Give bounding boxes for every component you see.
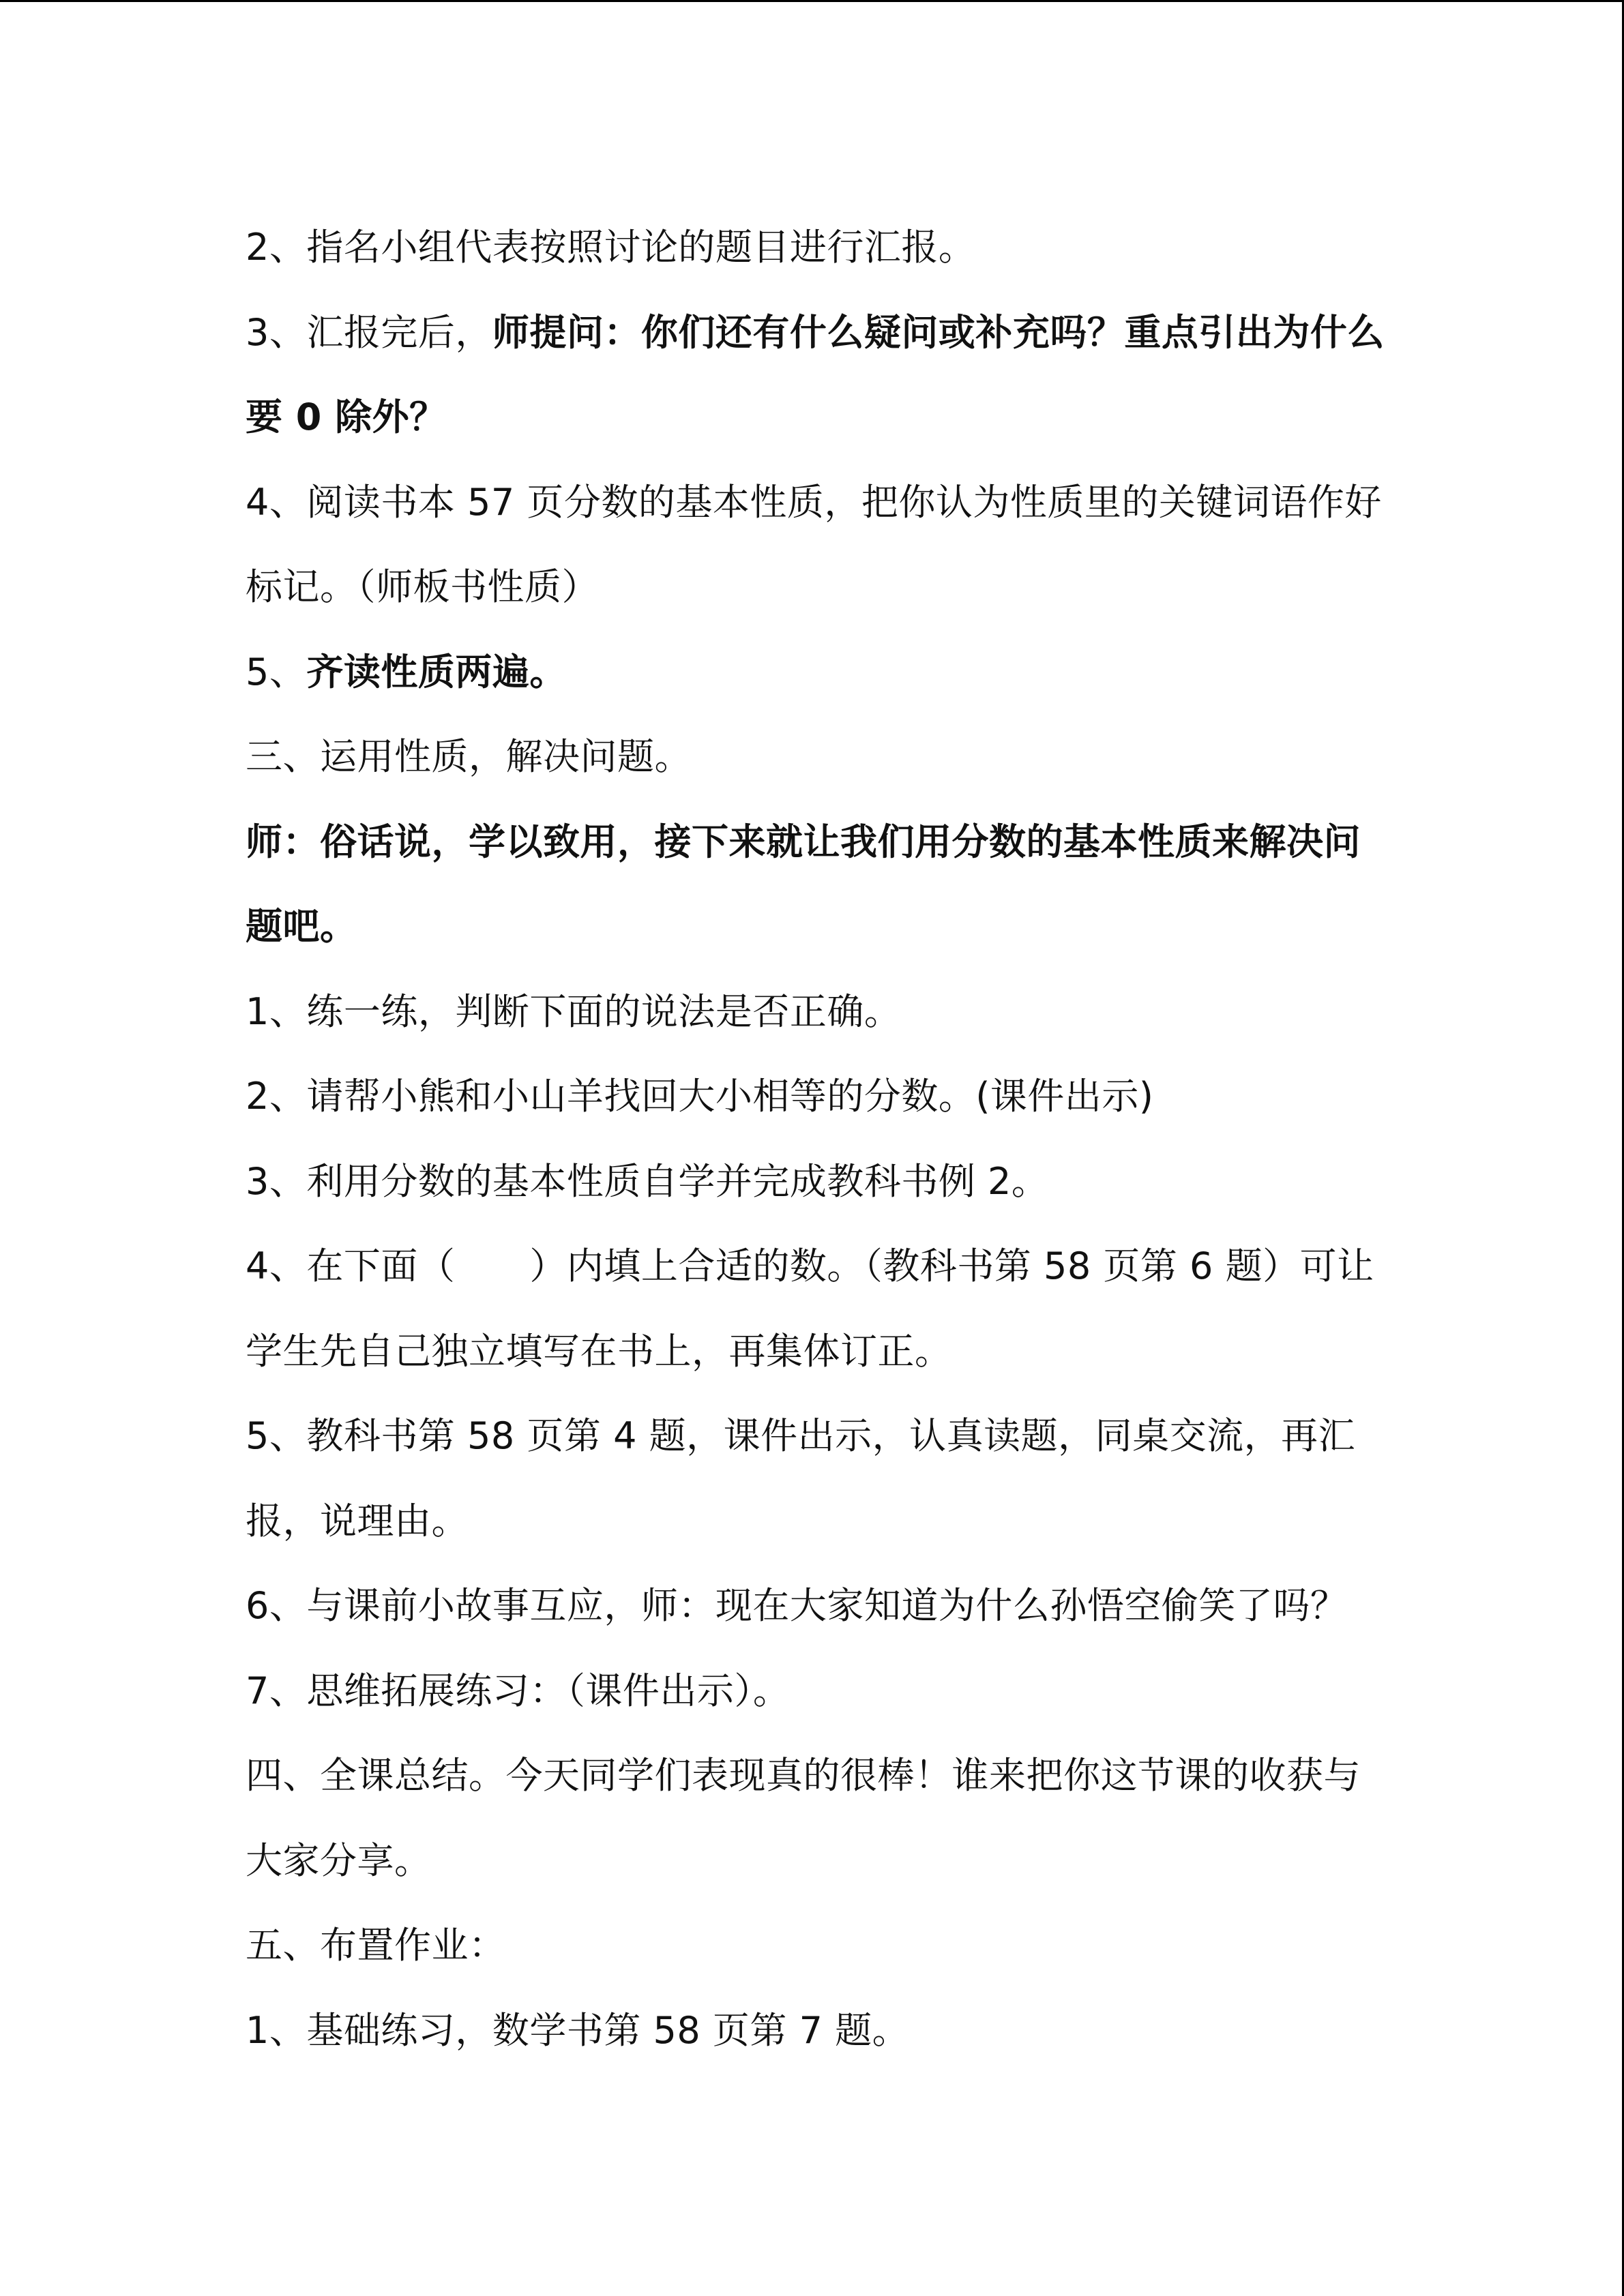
- paragraph-text: 三、运用性质，解决问题。: [246, 735, 692, 778]
- paragraph-teacher-saying: [246, 800, 1391, 970]
- paragraph-text: 五、布置作业：: [246, 1924, 506, 1967]
- paragraph-exercise-5: [246, 1394, 1391, 1564]
- paragraph-text: 6、与课前小故事互应，师：现在大家知道为什么孙悟空偷笑了吗？: [246, 1584, 1348, 1627]
- paragraph-exercise-7: [246, 1649, 1391, 1734]
- document-body: [246, 205, 1391, 2073]
- paragraph-text: 2、指名小组代表按照讨论的题目进行汇报。: [246, 226, 976, 269]
- paragraph-bold-text: 师：俗话说，学以致用，接下来就让我们用分数的基本性质来解决问题吧。: [246, 820, 1361, 948]
- paragraph-text: 1、练一练，判断下面的说法是否正确。: [246, 989, 902, 1033]
- paragraph-bold-text: 齐读性质两遍。: [306, 650, 567, 694]
- paragraph-teacher-question: [246, 290, 1391, 460]
- paragraph-text: 四、全课总结。今天同学们表现真的很棒！谁来把你这节课的收获与大家分享。: [246, 1754, 1361, 1882]
- paragraph-exercise-3: [246, 1139, 1391, 1225]
- paragraph-bold-text: 师提问：你们还有什么疑问或补充吗？重点引出为什么要 0 除外？: [246, 310, 1385, 438]
- paragraph-exercise-1: [246, 970, 1391, 1055]
- section-heading-apply: [246, 715, 1391, 800]
- paragraph-read-aloud: [246, 630, 1391, 715]
- paragraph-exercise-6: [246, 1564, 1391, 1649]
- paragraph-text: 3、利用分数的基本性质自学并完成教科书例 2。: [246, 1159, 1049, 1203]
- paragraph-text: 2、请帮小熊和小山羊找回大小相等的分数。(课件出示): [246, 1075, 1154, 1118]
- paragraph-text: 7、思维拓展练习：（课件出示）。: [246, 1669, 791, 1712]
- paragraph-exercise-2: [246, 1054, 1391, 1139]
- paragraph-text: 5、: [246, 650, 307, 694]
- section-heading-summary: [246, 1733, 1391, 1903]
- paragraph-report: [246, 205, 1391, 290]
- paragraph-text: 4、阅读书本 57 页分数的基本性质，把你认为性质里的关键词语作好标记。（师板书性质）: [246, 480, 1382, 608]
- paragraph-text: 4、在下面（ ）内填上合适的数。（教科书第 58 页第 6 题）可让学生先自己独立填写在书上，再集体订正。: [246, 1244, 1374, 1373]
- paragraph-read-textbook: [246, 460, 1391, 630]
- section-heading-homework: [246, 1903, 1391, 1988]
- paragraph-text: 1、基础练习，数学书第 58 页第 7 题。: [246, 2008, 910, 2052]
- paragraph-text: 3、汇报完后，: [246, 310, 492, 354]
- paragraph-homework-1: [246, 1988, 1391, 2074]
- paragraph-text: 5、教科书第 58 页第 4 题，课件出示，认真读题，同桌交流，再汇报，说理由。: [246, 1414, 1356, 1542]
- paragraph-exercise-4: [246, 1224, 1391, 1394]
